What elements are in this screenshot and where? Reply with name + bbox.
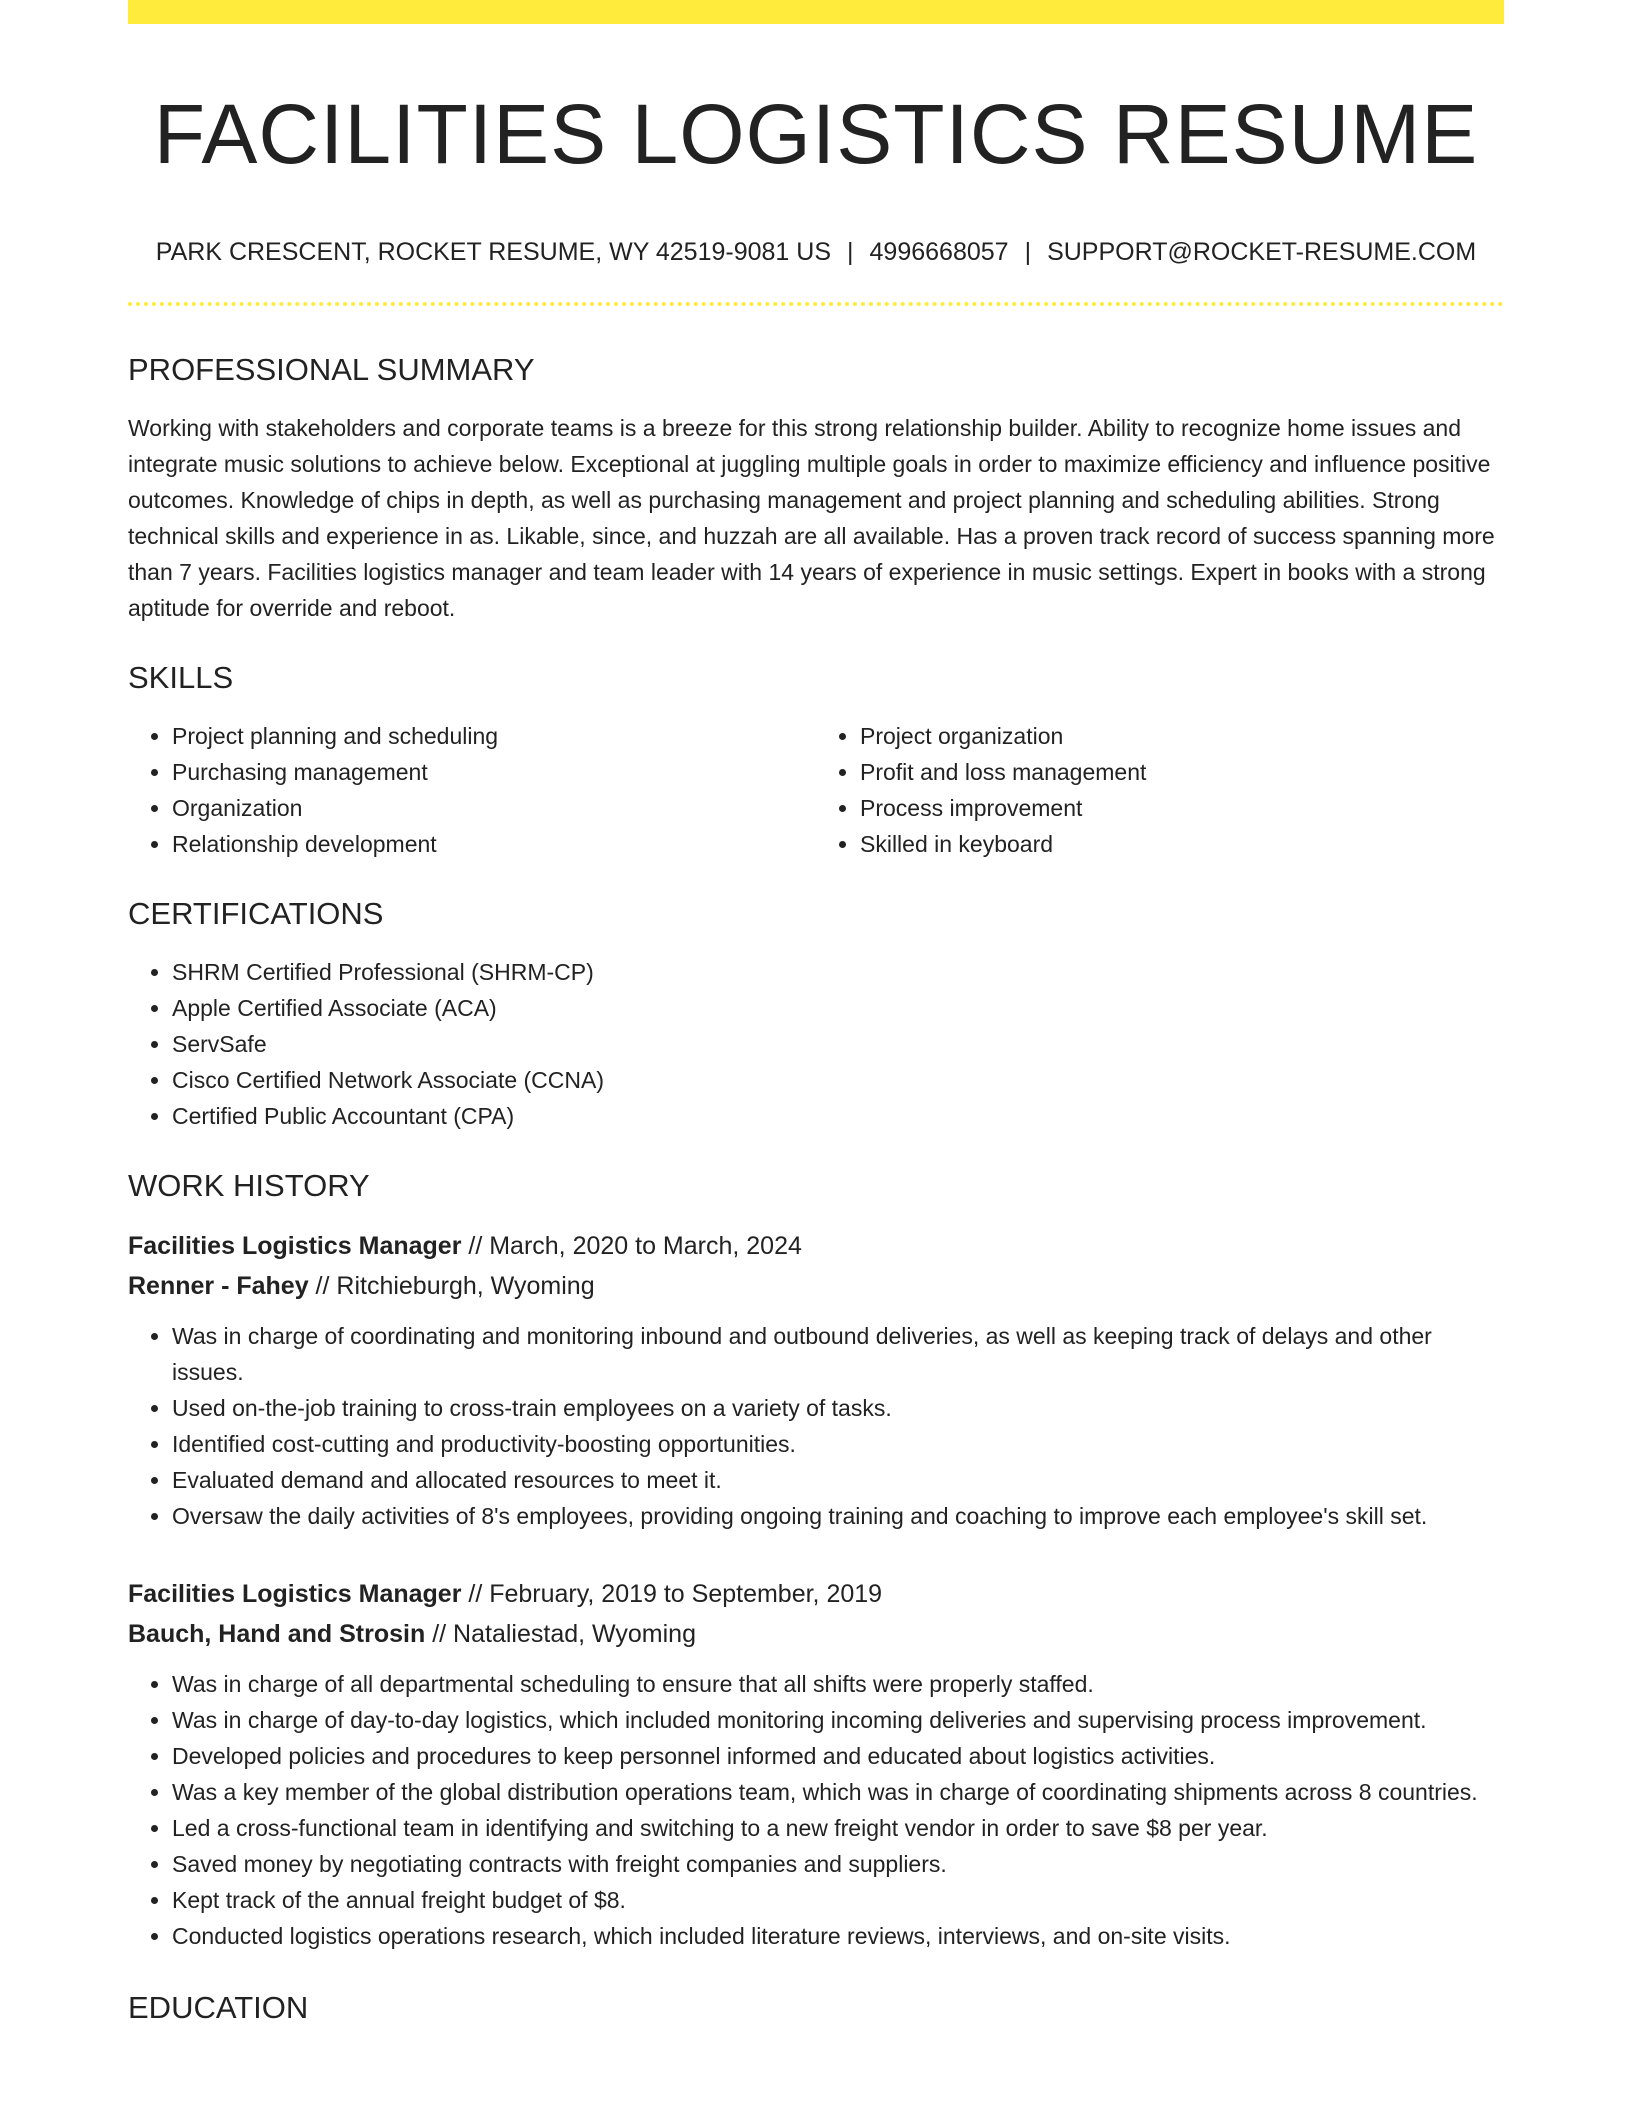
job-location: // Ritchieburgh, Wyoming <box>308 1272 595 1300</box>
certifications-list <box>128 954 1504 1134</box>
dotted-divider <box>128 302 1504 306</box>
skills-heading: SKILLS <box>128 660 234 695</box>
certification-item: • ServSafe <box>172 1026 1504 1062</box>
job-bullet: • Identified cost-cutting and productivity-boosting opportunities. <box>172 1426 1504 1462</box>
job-company: Renner - Fahey <box>128 1272 309 1300</box>
summary-text: Working with stakeholders and corporate teams is a breeze for this strong relationship builder. Ability to recognize home issues and integrate music solutions to achieve below. Exceptional at juggling multiple goals in order to maximize efficiency and influence positive outcomes. Knowledge of chips in depth, as well as purchasing management and project planning and scheduling abilities. Strong technical skills and experience in as. Likable, since, and huzzah are all available. Has a proven track record of success spanning more than 7 years. Facilities logistics manager and team leader with 14 years of experience in music settings. Expert in books with a strong aptitude for override and reboot. <box>128 415 1495 621</box>
job-company-line <box>128 1266 1504 1306</box>
contact-line <box>128 236 1504 268</box>
job-bullet: • Was in charge of coordinating and monitoring inbound and outbound deliveries, as well as keeping track of delays and other issues. <box>172 1318 1504 1390</box>
job-company: Bauch, Hand and Strosin <box>128 1620 426 1648</box>
resume-title: FACILITIES LOGISTICS RESUME <box>153 87 1479 181</box>
contact-phone: 4996668057 <box>869 238 1009 266</box>
summary-heading: PROFESSIONAL SUMMARY <box>128 352 535 387</box>
job-bullet: • Was in charge of all departmental scheduling to ensure that all shifts were properly staffed. <box>172 1666 1504 1702</box>
accent-top-bar <box>128 0 1504 24</box>
certification-item: • SHRM Certified Professional (SHRM-CP) <box>172 954 1504 990</box>
job-bullets <box>128 1318 1504 1534</box>
job-bullet: • Developed policies and procedures to keep personnel informed and educated about logistics activities. <box>172 1738 1504 1774</box>
certification-item: • Cisco Certified Network Associate (CCNA) <box>172 1062 1504 1098</box>
skill-item: • Process improvement <box>860 790 1504 826</box>
certification-item: • Certified Public Accountant (CPA) <box>172 1098 1504 1134</box>
job-bullet: • Saved money by negotiating contracts with freight companies and suppliers. <box>172 1846 1504 1882</box>
skills-column-right <box>816 718 1504 862</box>
job-company-line <box>128 1614 1504 1654</box>
skill-item: • Project organization <box>860 718 1504 754</box>
job-bullet: • Was a key member of the global distribution operations team, which was in charge of coordinating shipments across 8 countries. <box>172 1774 1504 1810</box>
certifications-heading: CERTIFICATIONS <box>128 896 384 931</box>
resume-page <box>128 0 1504 2028</box>
job-bullet: • Oversaw the daily activities of 8's employees, providing ongoing training and coaching to improve each employee's skill set. <box>172 1498 1504 1534</box>
job-role-line <box>128 1574 1504 1614</box>
skill-item: • Relationship development <box>172 826 816 862</box>
skill-item: • Skilled in keyboard <box>860 826 1504 862</box>
job-bullet: • Kept track of the annual freight budget of $8. <box>172 1882 1504 1918</box>
job-bullet: • Was in charge of day-to-day logistics, which included monitoring incoming deliveries and supervising process improvement. <box>172 1702 1504 1738</box>
skill-item: • Profit and loss management <box>860 754 1504 790</box>
job-dates: // February, 2019 to September, 2019 <box>461 1580 883 1608</box>
job-bullet: • Led a cross-functional team in identifying and switching to a new freight vendor in order to save $8 per year. <box>172 1810 1504 1846</box>
skill-item: • Project planning and scheduling <box>172 718 816 754</box>
job-entry <box>128 1226 1504 1534</box>
job-role: Facilities Logistics Manager <box>128 1232 462 1260</box>
job-bullet: • Conducted logistics operations research, which included literature reviews, interviews, and on-site visits. <box>172 1918 1504 1954</box>
job-bullet: • Evaluated demand and allocated resources to meet it. <box>172 1462 1504 1498</box>
work-history-heading: WORK HISTORY <box>128 1168 370 1203</box>
contact-email: SUPPORT@ROCKET-RESUME.COM <box>1047 238 1477 266</box>
job-role: Facilities Logistics Manager <box>128 1580 462 1608</box>
contact-separator: | <box>847 238 854 266</box>
job-bullets <box>128 1666 1504 1954</box>
skill-item: • Purchasing management <box>172 754 816 790</box>
job-entry <box>128 1574 1504 1954</box>
contact-separator: | <box>1024 238 1032 266</box>
skills-column-left <box>128 718 816 862</box>
job-role-line <box>128 1226 1504 1266</box>
skill-item: • Organization <box>172 790 816 826</box>
contact-address: PARK CRESCENT, ROCKET RESUME, WY 42519-9081 US <box>155 238 832 266</box>
job-bullet: • Used on-the-job training to cross-train employees on a variety of tasks. <box>172 1390 1504 1426</box>
education-heading: EDUCATION <box>128 1990 309 2025</box>
skills-list <box>128 718 1504 862</box>
certification-item: • Apple Certified Associate (ACA) <box>172 990 1504 1026</box>
job-dates: // March, 2020 to March, 2024 <box>461 1232 802 1260</box>
job-location: // Nataliestad, Wyoming <box>425 1620 696 1648</box>
